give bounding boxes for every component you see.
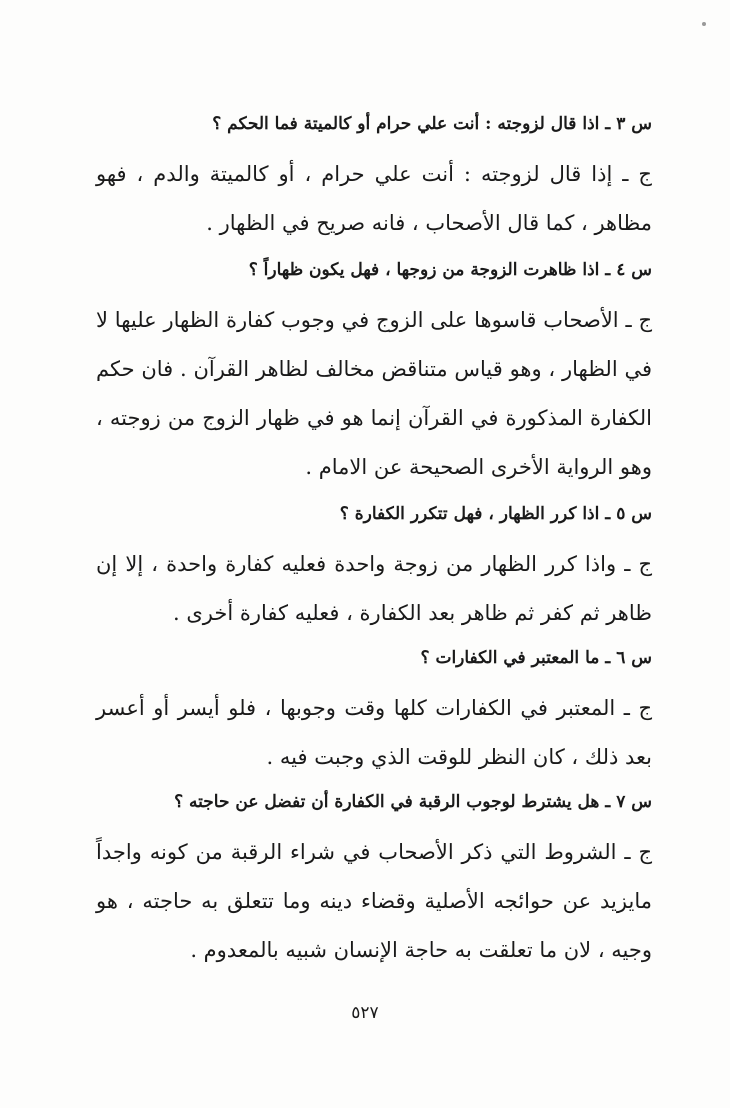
page-number: ٥٢٧ xyxy=(351,1003,379,1023)
question-4: س ٤ ـ اذا ظاهرت الزوجة من زوجها ، فهل يكون ظهاراً ؟ xyxy=(248,260,652,280)
answer-4: ج ـ الأصحاب قاسوها على الزوج في وجوب كفارة الظهار عليها لا في الظهار ، وهو قياس متناقض مخالف لظاهر القرآن . فان حكم الكفارة المذكورة في القرآن إنما هو في ظهار الزوج من زوجته ، وهو الرواية الأخرى الصحيحة عن الامام . xyxy=(96,308,652,479)
question-5: س ٥ ـ اذا كرر الظهار ، فهل تتكرر الكفارة ؟ xyxy=(339,504,652,524)
answer-3: ج ـ إذا قال لزوجته : أنت علي حرام ، أو كالميتة والدم ، فهو مظاهر ، كما قال الأصحاب ، فانه صريح في الظهار . xyxy=(96,162,652,235)
question-7: س ٧ ـ هل يشترط لوجوب الرقبة في الكفارة أن تفضل عن حاجته ؟ xyxy=(174,792,652,812)
answer-7: ج ـ الشروط التي ذكر الأصحاب في شراء الرقبة من كونه واجداً مايزيد عن حوائجه الأصلية وقضاء دينه وما تتعلق به حاجته ، هو وجيه ، لان ما تعلقت به حاجة الإنسان شبيه بالمعدوم . xyxy=(96,840,652,962)
question-6: س ٦ ـ ما المعتبر في الكفارات ؟ xyxy=(420,648,652,668)
page-corner-mark xyxy=(702,22,706,26)
qa-text-block xyxy=(96,112,652,985)
answer-5: ج ـ واذا كرر الظهار من زوجة واحدة فعليه كفارة واحدة ، إلا إن ظاهر ثم كفر ثم ظاهر بعد الكفارة ، فعليه كفارة أخرى . xyxy=(96,552,652,625)
question-3: س ٣ ـ اذا قال لزوجته : أنت علي حرام أو كالميتة فما الحكم ؟ xyxy=(212,114,652,134)
answer-6: ج ـ المعتبر في الكفارات كلها وقت وجوبها ، فلو أيسر أو أعسر بعد ذلك ، كان النظر للوقت الذي وجبت فيه . xyxy=(96,696,652,769)
